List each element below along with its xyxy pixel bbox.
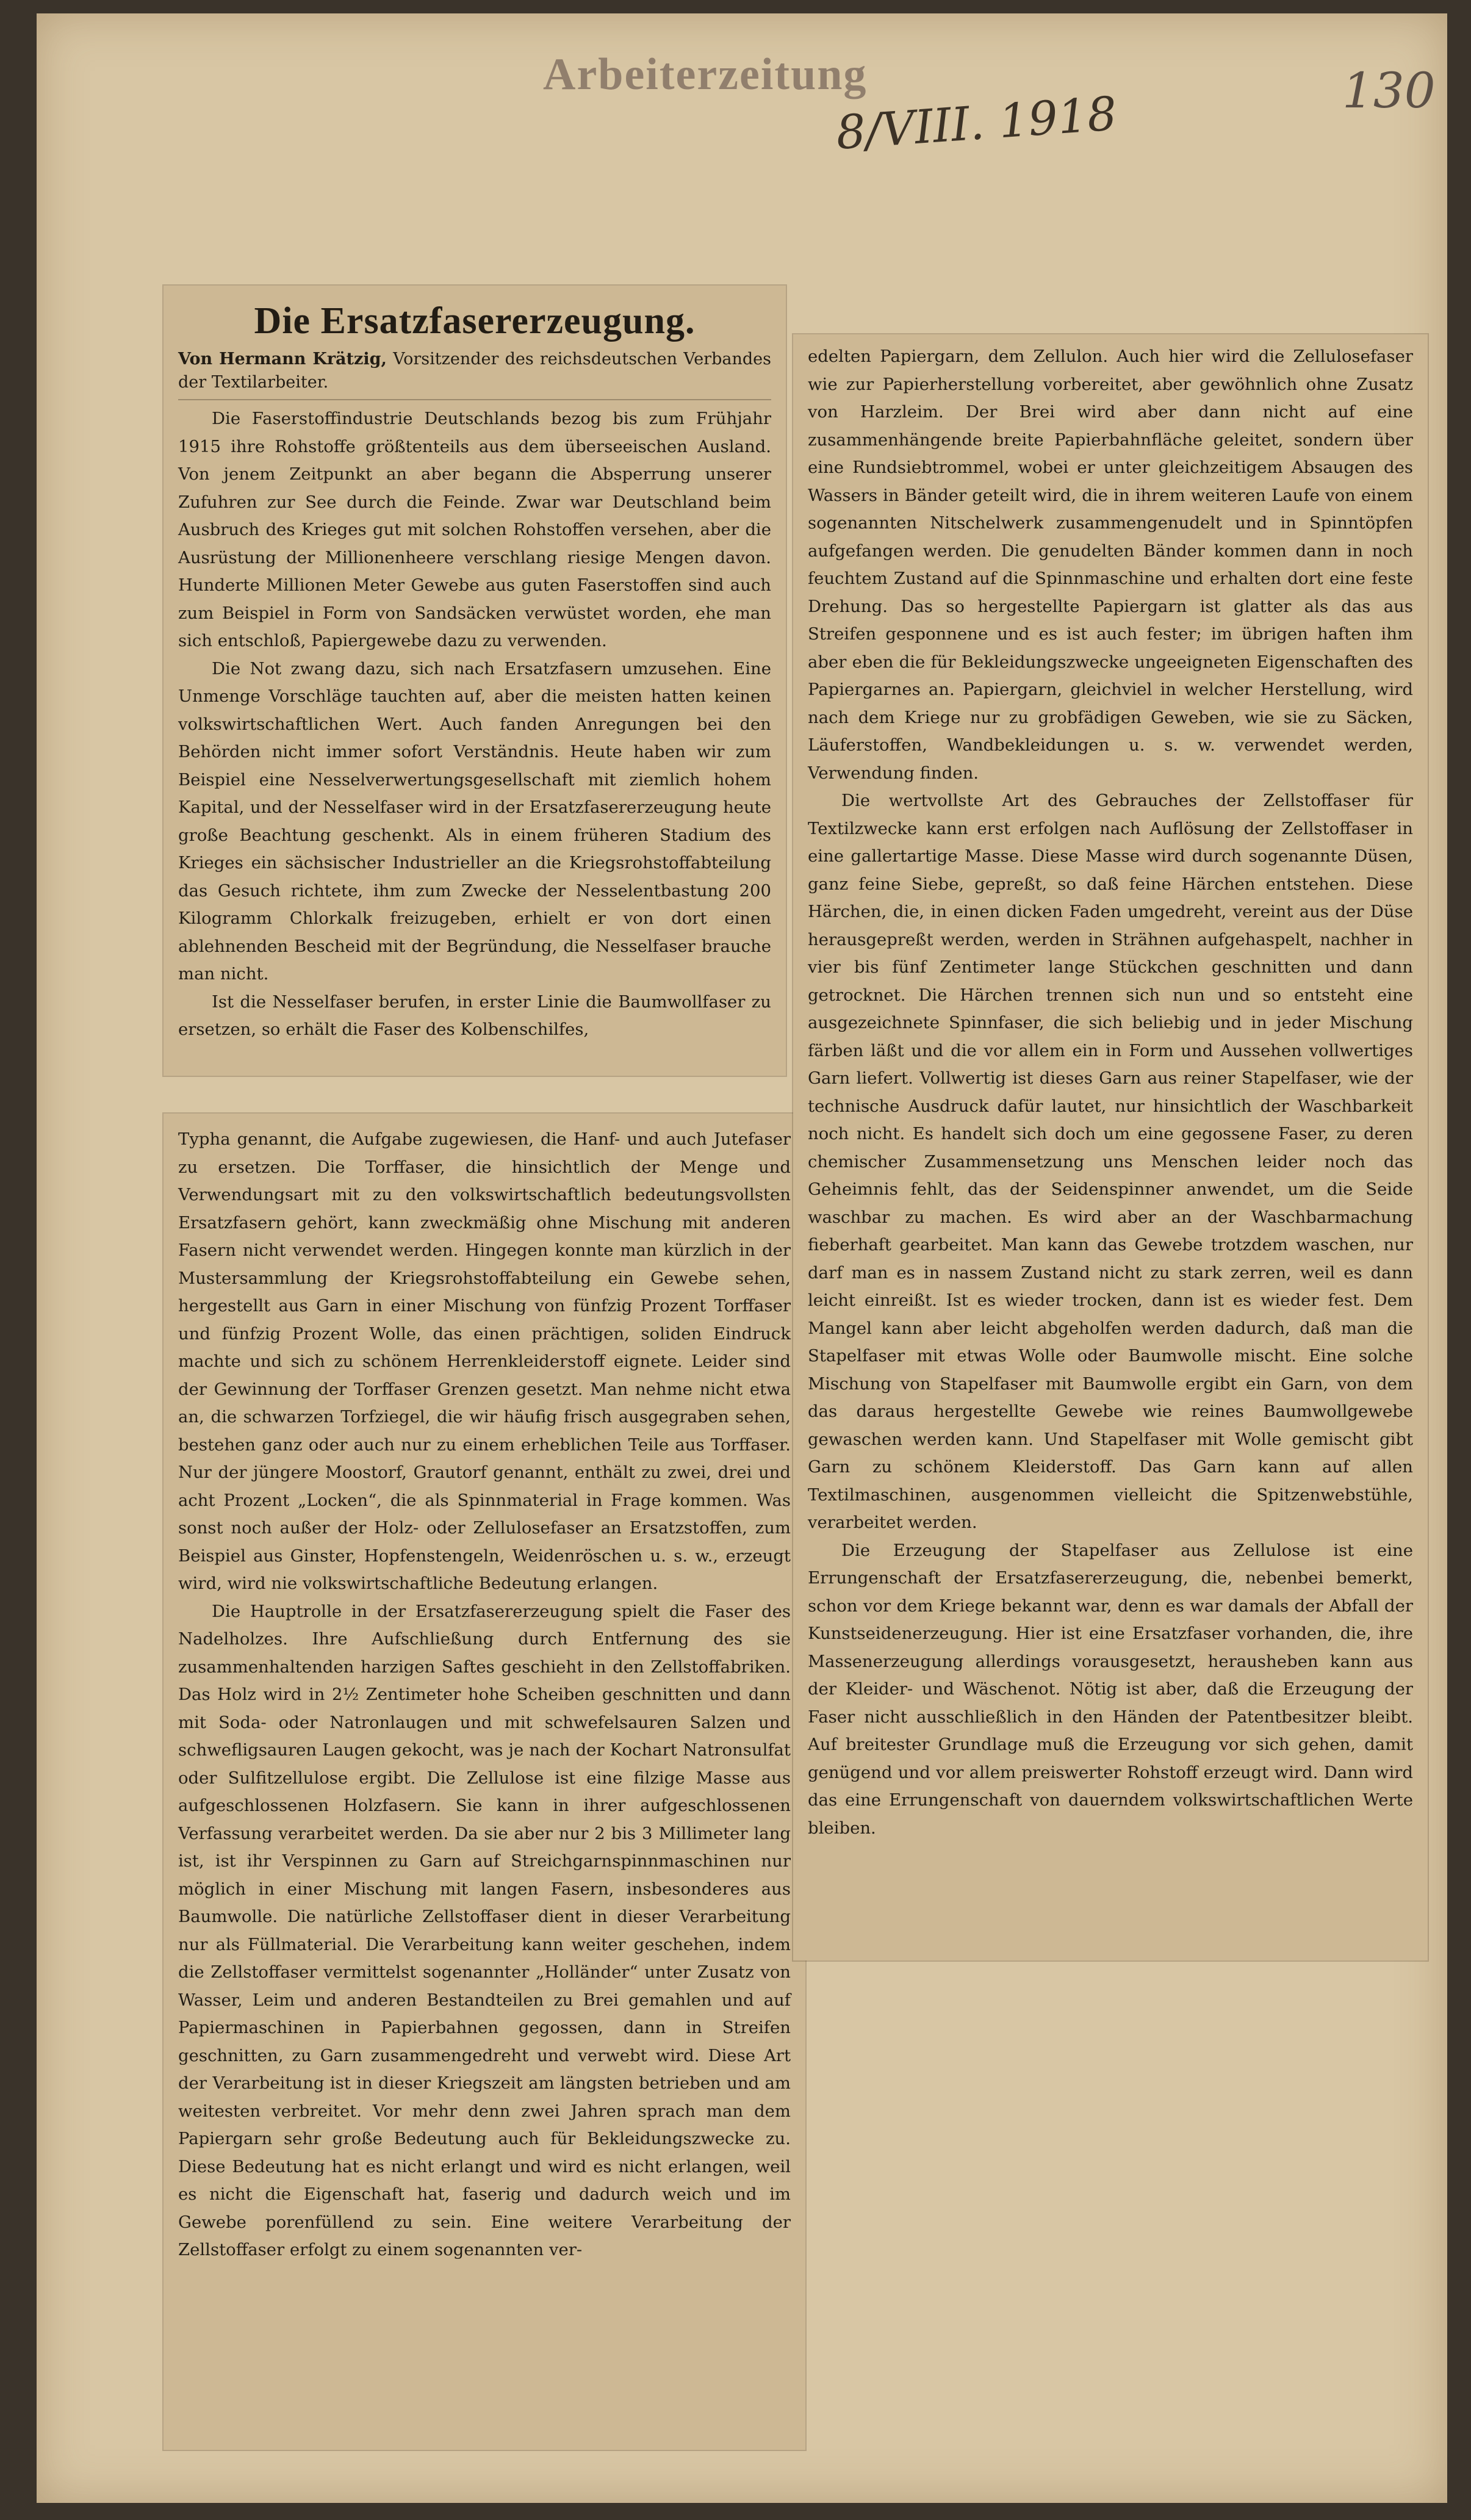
paragraph: Die Hauptrolle in der Ersatzfasererzeugung spielt die Faser des Nadelholzes. Ihre Aufschließung durch Entfernung des sie zusammenhaltenden harzigen Saftes geschieht in den Zellstoffabriken. Das Holz wird in 2½ Zentimeter hohe Scheiben geschnitten und dann mit Soda- oder Natronlaugen und mit schwefelsauren Salzen und schwefligsauren Laugen gekocht, was je nach der Kochart Natronsulfat oder Sulfitzellulose ergibt. Die Zellulose ist eine filzige Masse aus aufgeschlossenen Holzfasern. Sie kann in ihrer aufgeschlossenen Verfassung verarbeitet werden. Da sie aber nur 2 bis 3 Millimeter lang ist, ist ihr Verspinnen zu Garn auf Streichgarnspinnmaschinen nur möglich in einer Mischung mit langen Fasern, insbesonderes aus Baumwolle. Die natürliche Zellstoffaser dient in dieser Verarbeitung nur als Füllmaterial. Die Verarbeitung kann weiter geschehen, indem die Zellstoffaser vermittelst sogenannter „Holländer“ unter Zusatz von Wasser, Leim und anderen Bestandteilen zu Brei gemahlen und auf Papiermaschinen in Papierbahnen gegossen, dann in Streifen geschnitten, zu Garn zusammengedreht und verwebt wird. Diese Art der Verarbeitung ist in dieser Kriegszeit am längsten betrieben und am weitesten verbreitet. Vor mehr denn zwei Jahren sprach man dem Papiergarn sehr große Bedeutung auch für Bekleidungszwecke zu. Diese Bedeutung hat es nicht erlangt und wird es nicht erlangen, weil es nicht die Eigenschaft hat, faserig und dadurch weich und im Gewebe porenfüllend zu sein. Eine weitere Verarbeitung der Zellstoffaser erfolgt zu einem sogenannten ver- <box>178 1601 791 2259</box>
byline-author: Von Hermann Krätzig, <box>178 350 387 369</box>
newspaper-stamp: Arbeiterzeitung <box>543 49 868 99</box>
paragraph: Die Faserstoffindustrie Deutschlands bezog bis zum Frühjahr 1915 ihre Rohstoffe größtenteils aus dem überseeischen Ausland. Von jenem Zeitpunkt an aber begann die Absperrung unserer Zufuhren zur See durch die Feinde. Zwar war Deutschland beim Ausbruch des Krieges gut mit solchen Rohstoffen versehen, aber die Ausrüstung der Millionenheere verschlang riesige Mengen davon. Hunderte Millionen Meter Gewebe aus guten Faserstoffen sind auch zum Beispiel in Form von Sandsäcken verwüstet worden, ehe man sich entschloß, Papiergewebe dazu zu verwenden. <box>178 409 771 650</box>
divider <box>178 399 771 400</box>
article-byline <box>178 348 771 394</box>
article-title: Die Ersatzfasererzeugung. <box>254 300 696 342</box>
byline-role: Vorsitzender des reichsdeutschen Verbandes der Textilarbeiter. <box>178 350 771 392</box>
paragraph: Ist die Nesselfaser berufen, in erster Linie die Baumwollfaser zu ersetzen, so erhält die Faser des Kolbenschilfes, <box>178 992 771 1039</box>
handwritten-page-number: 130 <box>1342 62 1436 119</box>
clipping-column-2 <box>793 334 1428 1960</box>
clipping-column-3 <box>164 1114 805 2450</box>
clipping-column-1 <box>164 286 786 1076</box>
paragraph: Die wertvollste Art des Gebrauches der Zellstoffaser für Textilzwecke kann erst erfolgen nach Auflösung der Zellstoffaser in eine gallertartige Masse. Diese Masse wird durch sogenannte Düsen, ganz feine Siebe, gepreßt, so daß feine Härchen entstehen. Diese Härchen, die, in einen dicken Faden umgedreht, vereint aus der Düse herausgepreßt werden, werden in Strähnen aufgehaspelt, nachher in vier bis fünf Zentimeter lange Stückchen geschnitten und dann getrocknet. Die Härchen trennen sich nun und so entsteht eine ausgezeichnete Spinnfaser, die sich beliebig und in jeder Mischung färben läßt und die vor allem ein in Form und Aussehen vollwertiges Garn liefert. Vollwertig ist dieses Garn aus reiner Stapelfaser, wie der technische Ausdruck dafür lautet, nur hinsichtlich der Waschbarkeit noch nicht. Es handelt sich doch um eine gegossene Faser, zu deren chemischer Zusammensetzung uns Menschen leider noch das Geheimnis fehlt, das der Seidenspinner anwendet, um die Seide waschbar zu machen. Es wird aber an der Waschbarmachung fieberhaft gearbeitet. Man kann das Gewebe trotzdem waschen, nur darf man es in nassem Zustand nicht zu stark zerren, weil es dann leicht einreißt. Ist es wieder trocken, dann ist es wieder fest. Dem Mangel kann aber leicht abgeholfen werden dadurch, daß man die Stapelfaser mit etwas Wolle oder Baumwolle mischt. Eine solche Mischung von Stapelfaser mit Baumwolle ergibt ein Garn, von dem das daraus hergestellte Gewebe wie reines Baumwollgewebe gewaschen werden kann. Und Stapelfaser mit Wolle gemischt gibt Garn zu schönem Kleiderstoff. Das Garn kann auf allen Textilmaschinen, ausgenommen vielleicht die Spitzenwebstühle, verarbeitet werden. <box>808 791 1413 1532</box>
paragraph: Die Not zwang dazu, sich nach Ersatzfasern umzusehen. Eine Unmenge Vorschläge tauchten auf, aber die meisten hatten keinen volkswirtschaftlichen Wert. Auch fanden Anregungen bei den Behörden nicht immer sofort Verständnis. Heute haben wir zum Beispiel eine Nesselverwertungsgesellschaft mit ziemlich hohem Kapital, und der Nesselfaser wird in der Ersatzfasererzeugung heute große Beachtung geschenkt. Als in einem früheren Stadium des Krieges ein sächsischer Industrieller an die Kriegsrohstoffabteilung das Gesuch richtete, ihm zum Zwecke der Nesselentbastung 200 Kilogramm Chlorkalk freizugeben, erhielt er von dort einen ablehnenden Bescheid mit der Begründung, die Nesselfaser brauche man nicht. <box>178 658 771 984</box>
paragraph: Die Erzeugung der Stapelfaser aus Zellulose ist eine Errungenschaft der Ersatzfasererzeugung, die, nebenbei bemerkt, schon vor dem Kriege bekannt war, denn es war damals der Abfall der Kunstseidenerzeugung. Hier ist eine Ersatzfaser vorhanden, die, ihre Massenerzeugung allerdings vorausgesetzt, herausheben kann aus der Kleider- und Wäschenot. Nötig ist aber, daß die Erzeugung der Faser nicht ausschließlich in den Händen der Patentbesitzer bleibt. Auf breitester Grundlage muß die Erzeugung vor sich gehen, damit genügend und vor allem preiswerter Rohstoff erzeugt wird. Dann wird das eine Errungenschaft von dauerndem volkswirtschaftlichen Werte bleiben. <box>808 1540 1413 1838</box>
handwritten-date: 8/VIII. 1918 <box>834 86 1119 160</box>
paragraph: edelten Papiergarn, dem Zellulon. Auch hier wird die Zellulosefaser wie zur Papierherstellung vorbereitet, aber gewöhnlich ohne Zusatz von Harzleim. Der Brei wird aber dann nicht auf eine zusammenhängende breite Papierbahnfläche geleitet, sondern über eine Rundsiebtrommel, wobei er unter gleichzeitigem Absaugen des Wassers in Bänder geteilt wird, die in ihrem weiteren Laufe von einem sogenannten Nitschelwerk zusammengenudelt und in Spinntöpfen aufgefangen werden. Die genudelten Bänder kommen dann in noch feuchtem Zustand auf die Spinnmaschine und erhalten dort eine feste Drehung. Das so hergestellte Papiergarn ist glatter als das aus Streifen gesponnene und es ist auch fester; im übrigen haften ihm aber eben die für Bekleidungszwecke ungeeigneten Eigenschaften des Papiergarnes an. Papiergarn, gleichviel in welcher Herstellung, wird nach dem Kriege nur zu grobfädigen Geweben, wie sie zu Säcken, Läuferstoffen, Wandbekleidungen u. s. w. verwendet werden, Verwendung finden. <box>808 347 1413 783</box>
paragraph: Typha genannt, die Aufgabe zugewiesen, die Hanf- und auch Jutefaser zu ersetzen. Die Torffaser, die hinsichtlich der Menge und Verwendungsart mit zu den volkswirtschaftlich bedeutungsvollsten Ersatzfasern gehört, kann zweckmäßig ohne Mischung mit anderen Fasern nicht verwendet werden. Hingegen konnte man kürzlich in der Mustersammlung der Kriegsrohstoffabteilung ein Gewebe sehen, hergestellt aus Garn in einer Mischung von fünfzig Prozent Torffaser und fünfzig Prozent Wolle, das einen prächtigen, soliden Eindruck machte und sich zu schönem Herrenkleiderstoff eignete. Leider sind der Gewinnung der Torffaser Grenzen gesetzt. Man nehme nicht etwa an, die schwarzen Torfziegel, die wir häufig frisch ausgegraben sehen, bestehen ganz oder auch nur zu einem erheblichen Teile aus Torffaser. Nur der jüngere Moostorf, Grautorf genannt, enthält zu zwei, drei und acht Prozent „Locken“, die als Spinnmaterial in Frage kommen. Was sonst noch außer der Holz- oder Zellulosefaser an Ersatzstoffen, zum Beispiel aus Ginster, Hopfenstengeln, Weidenröschen u. s. w., erzeugt wird, wird nie volkswirtschaftliche Bedeutung erlangen. <box>178 1129 791 1593</box>
